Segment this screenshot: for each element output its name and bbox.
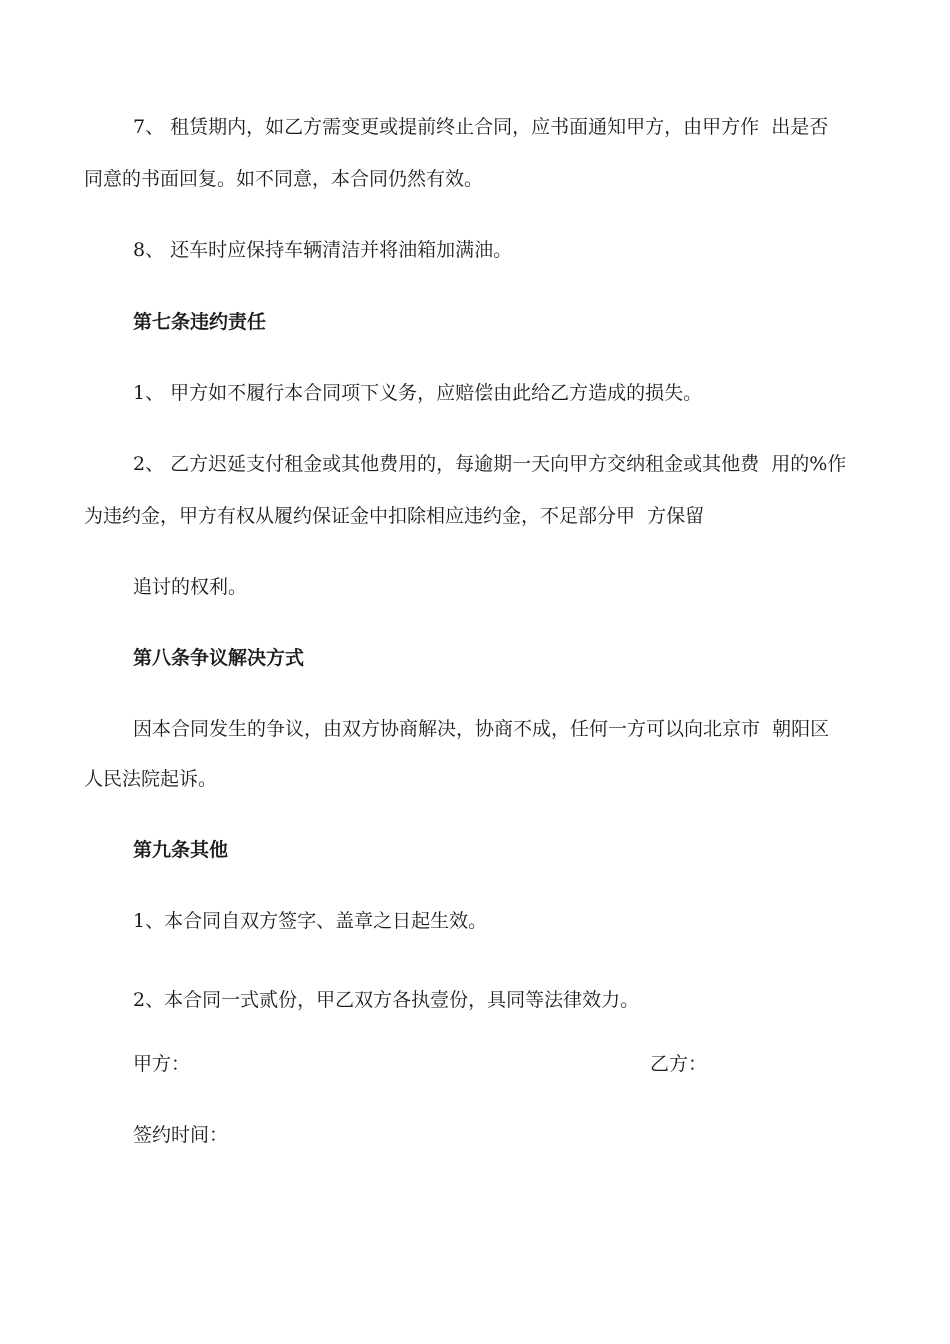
- article-8-line-2: 人民法院起诉。: [84, 768, 218, 790]
- article-7-item-2-line-2: 为违约金，甲方有权从履约保证金中扣除相应违约金，不足部分甲 方保留: [84, 505, 705, 527]
- article-7-heading: 第七条违约责任: [133, 311, 267, 333]
- article-8-line-1: 因本合同发生的争议，由双方协商解决，协商不成，任何一方可以向北京市 朝阳区: [133, 718, 830, 740]
- article-7-item-2-line-3: 追讨的权利。: [133, 576, 248, 598]
- party-b-label: 乙方：: [650, 1053, 708, 1075]
- signing-date-label: 签约时间：: [133, 1124, 229, 1146]
- party-a-label: 甲方：: [133, 1053, 191, 1075]
- article-9-item-1: 1、本合同自双方签字、盖章之日起生效。: [133, 910, 488, 932]
- article-9-heading: 第九条其他: [133, 839, 229, 861]
- clause-8: 8、 还车时应保持车辆清洁并将油箱加满油。: [133, 239, 513, 261]
- article-7-item-1: 1、 甲方如不履行本合同项下义务，应赔偿由此给乙方造成的损失。: [133, 382, 703, 404]
- clause-7-line-2: 同意的书面回复。如不同意，本合同仍然有效。: [84, 168, 484, 190]
- article-9-item-2: 2、本合同一式贰份，甲乙双方各执壹份，具同等法律效力。: [133, 989, 640, 1011]
- clause-7-line-1: 7、 租赁期内，如乙方需变更或提前终止合同，应书面通知甲方，由甲方作 出是否: [133, 116, 829, 138]
- article-8-heading: 第八条争议解决方式: [133, 647, 305, 669]
- article-7-item-2-line-1: 2、 乙方迟延支付租金或其他费用的，每逾期一天向甲方交纳租金或其他费 用的%作: [133, 453, 847, 475]
